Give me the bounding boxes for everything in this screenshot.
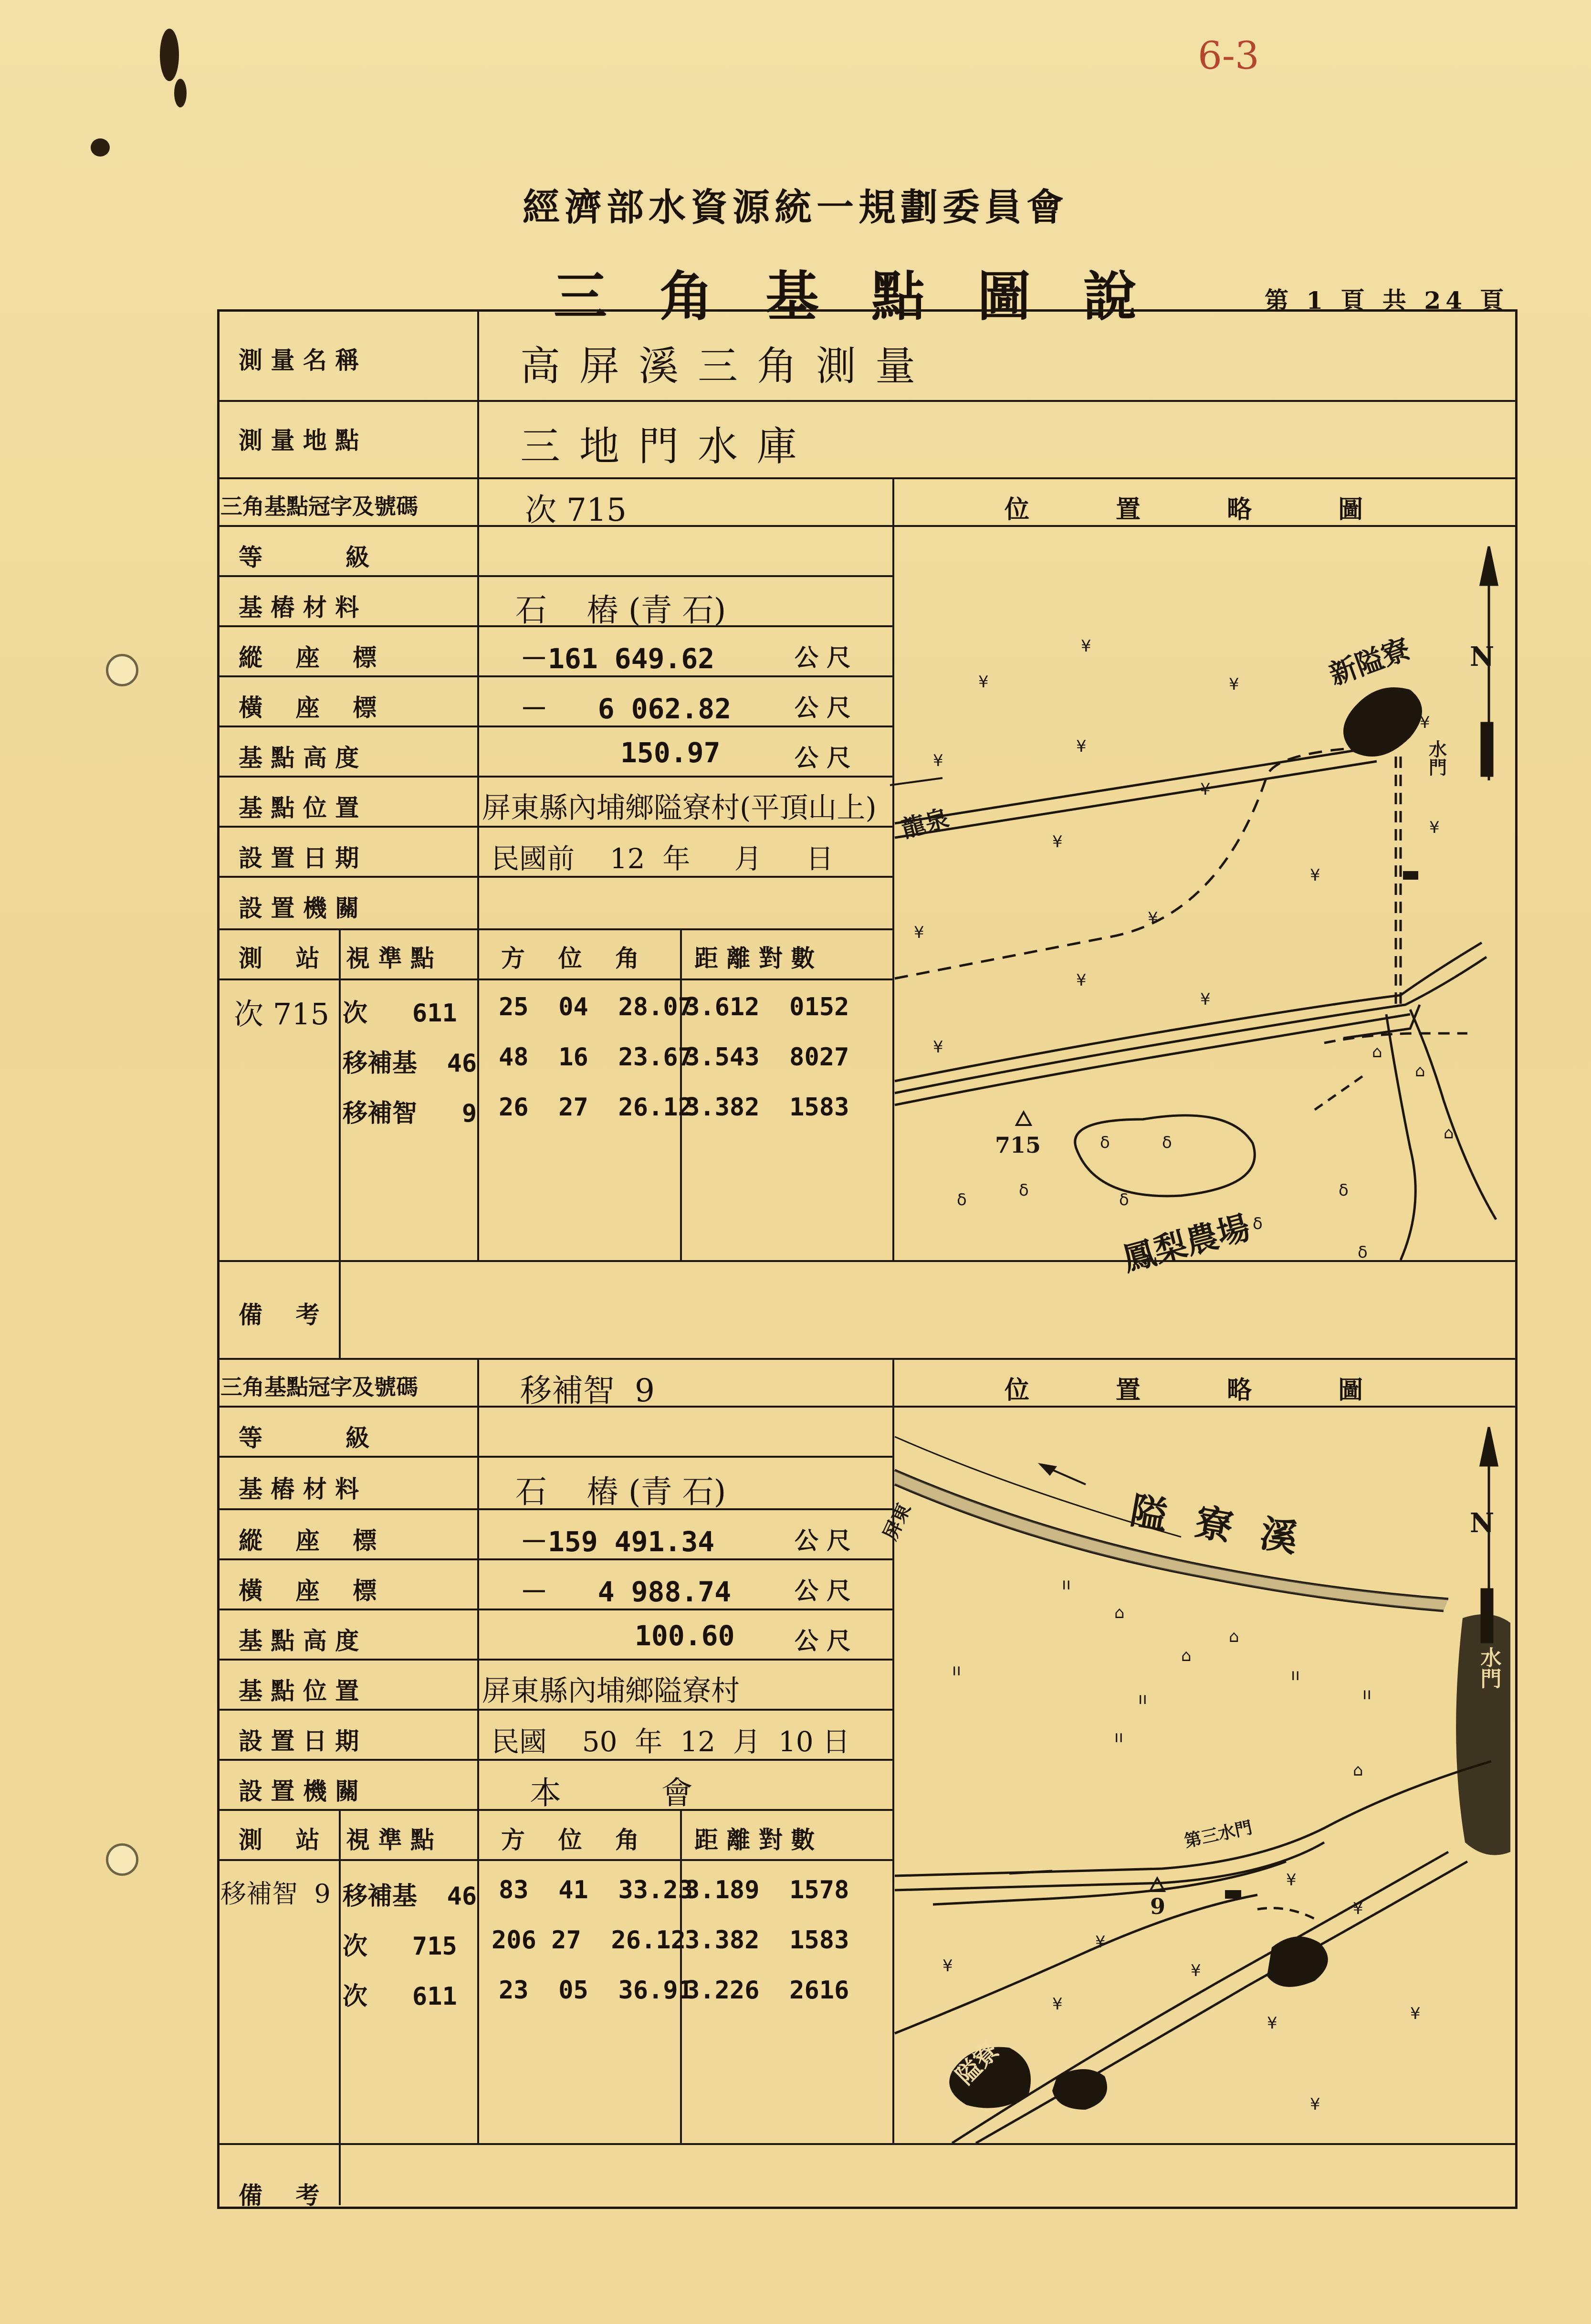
triangulation-point-marker [1016, 1112, 1031, 1125]
p2-obs1-log: 3.189 1578 [685, 1876, 849, 1904]
svg-text:δ: δ [1358, 1243, 1368, 1262]
svg-text:δ: δ [1339, 1181, 1349, 1200]
svg-text:¥: ¥ [914, 923, 924, 942]
ink-stain [91, 138, 110, 157]
p2-obs2-azimuth: 206 27 26.12 [492, 1926, 686, 1955]
date-label: 設 置 日 期 [239, 844, 359, 872]
svg-text:¥: ¥ [1191, 1961, 1201, 1980]
p1-material: 石 樁 (青 石) [515, 592, 726, 629]
org-title: 經濟部水資源統一規劃委員會 [522, 186, 1068, 229]
p2-height: 100.60 [635, 1619, 735, 1652]
grade-label: 等 級 [239, 543, 370, 571]
map1-point-label: 715 [995, 1132, 1041, 1158]
map1-place-xinpi: 新隘寮 [1325, 632, 1414, 692]
map1-place-shuimen: 水門 [1425, 740, 1447, 776]
xcoord-label: 橫 座 標 [239, 694, 377, 722]
p1-ycoord-unit: 公 尺 [795, 643, 851, 672]
map-title: 位 置 略 圖 [1005, 495, 1363, 524]
rule [892, 1358, 894, 2143]
rule [217, 776, 892, 778]
remarks-label: 備 考 [239, 1301, 320, 1329]
rule [217, 978, 892, 980]
p2-xcoord-unit: 公 尺 [795, 1577, 851, 1605]
ycoord-label: 縱 座 標 [239, 1526, 377, 1555]
svg-text:¥: ¥ [1200, 990, 1211, 1009]
remarks-label: 備 考 [239, 2181, 320, 2209]
svg-text:δ: δ [1019, 1181, 1029, 1200]
rule [892, 1406, 1515, 1408]
svg-text:δ: δ [1162, 1133, 1172, 1152]
date-label: 設 置 日 期 [239, 1727, 359, 1755]
p1-xcoord: － 6 062.82 [520, 693, 732, 725]
p1-height: 150.97 [620, 736, 721, 769]
document-title: 三角基點圖說 [554, 265, 1189, 328]
ycoord-label: 縱 座 標 [239, 643, 377, 672]
svg-text:¥: ¥ [978, 673, 989, 692]
p1-height-unit: 公 尺 [795, 744, 851, 772]
height-label: 基 點 高 度 [239, 744, 359, 772]
svg-text:ıı: ıı [1114, 1727, 1123, 1746]
map2-place-shuimen: 水門 [1476, 1647, 1501, 1689]
svg-text:⌂: ⌂ [1415, 1062, 1425, 1081]
svg-text:¥: ¥ [1310, 866, 1320, 885]
building-marker [1403, 871, 1418, 880]
rule [217, 2143, 1515, 2145]
map2-point-label: 9 [1150, 1893, 1166, 1919]
svg-text:ıı: ıı [1062, 1575, 1071, 1594]
svg-text:ıı: ıı [952, 1661, 961, 1680]
location-sketch-map-2 [879, 1408, 1513, 2143]
svg-text:⌂: ⌂ [1372, 1042, 1382, 1062]
svg-text:¥: ¥ [1076, 971, 1087, 990]
p1-obs2-sight: 移補基 46 [343, 1049, 477, 1078]
p2-location: 屏東縣內埔鄉隘寮村 [482, 1674, 740, 1708]
p1-obs1-azimuth: 25 04 28.07 [499, 993, 693, 1021]
svg-text:¥: ¥ [942, 1956, 953, 1976]
svg-text:ıı: ıı [1291, 1665, 1300, 1684]
map-title: 位 置 略 圖 [1005, 1376, 1363, 1405]
p1-obs3-sight: 移補智 9 [343, 1099, 477, 1128]
svg-text:¥: ¥ [1286, 1871, 1297, 1890]
p1-code: 次 715 [525, 492, 627, 528]
rule [477, 477, 479, 1260]
handwritten-mark: 6-3 [1198, 33, 1259, 78]
rule [217, 1456, 892, 1458]
punch-hole-upper [106, 654, 138, 686]
rule [477, 1358, 479, 2143]
survey-place-label: 測 量 地 點 [239, 426, 359, 454]
code-label: 三角基點冠字及號碼 [220, 1374, 418, 1400]
p1-obs2-log: 3.543 8027 [685, 1043, 849, 1072]
p2-obs1-azimuth: 83 41 33.23 [499, 1876, 693, 1904]
svg-text:⌂: ⌂ [1229, 1627, 1239, 1646]
svg-text:¥: ¥ [933, 1038, 943, 1057]
map1-place-longquan: 龍泉 [898, 803, 952, 843]
survey-name-value: 高屏溪三角測量 [520, 343, 935, 389]
map1-place-fengli: 鳳梨農場 [1119, 1208, 1254, 1279]
svg-text:¥: ¥ [1081, 637, 1091, 656]
ink-stain [174, 79, 187, 107]
p2-code: 移補智 9 [520, 1372, 655, 1409]
p2-obs3-azimuth: 23 05 36.91 [499, 1976, 693, 2005]
map2-place-creek: 隘寮溪 [1127, 1489, 1329, 1566]
svg-text:¥: ¥ [1076, 737, 1087, 756]
punch-hole-lower [106, 1843, 138, 1876]
p1-obs3-log: 3.382 1583 [685, 1093, 849, 1122]
map2-place-pingdong: 屏東 [879, 1499, 915, 1544]
survey-name-label: 測 量 名 稱 [239, 346, 359, 374]
map2-place-sanmen: 第三水門 [1183, 1817, 1254, 1851]
svg-text:¥: ¥ [933, 751, 943, 770]
p1-location: 屏東縣內埔鄉隘寮村(平頂山上) [482, 791, 877, 825]
p1-obs1-sight: 次 611 [343, 999, 457, 1028]
svg-text:¥: ¥ [1410, 2004, 1421, 2023]
svg-text:⌂: ⌂ [1114, 1603, 1125, 1622]
p2-height-unit: 公 尺 [795, 1627, 851, 1655]
p1-obs3-azimuth: 26 27 26.12 [499, 1093, 693, 1122]
p2-obs1-sight: 移補基 46 [343, 1882, 477, 1911]
p2-agency: 本 會 [530, 1775, 693, 1811]
rule [477, 309, 479, 477]
p2-xcoord: － 4 988.74 [520, 1576, 732, 1608]
svg-text:⌂: ⌂ [1444, 1124, 1454, 1143]
height-label: 基 點 高 度 [239, 1627, 359, 1655]
sight-label: 視 準 點 [346, 1826, 434, 1854]
rule [339, 2143, 341, 2205]
svg-text:¥: ¥ [1353, 1899, 1363, 1918]
p1-date: 民國前 12 年 月 日 [492, 842, 834, 875]
p2-station: 移補智 9 [220, 1879, 331, 1909]
p2-obs2-log: 3.382 1583 [685, 1926, 849, 1955]
p2-ycoord-unit: 公 尺 [795, 1526, 851, 1555]
p1-station: 次 715 [234, 997, 330, 1031]
svg-text:⌂: ⌂ [1181, 1646, 1192, 1665]
rule [217, 1358, 1515, 1360]
rule [339, 1260, 341, 1358]
svg-text:¥: ¥ [1429, 818, 1440, 837]
rule [217, 575, 892, 577]
p2-date: 民國 50 年 12 月 10 日 [492, 1725, 850, 1758]
location-label: 基 點 位 置 [239, 794, 359, 822]
svg-text:¥: ¥ [1200, 780, 1211, 799]
page-number: 第 1 頁 共 24 頁 [1265, 286, 1509, 315]
svg-text:⌂: ⌂ [1353, 1761, 1363, 1780]
p2-obs3-sight: 次 611 [343, 1982, 457, 2011]
map1-north-letter: N [1470, 641, 1495, 673]
svg-text:¥: ¥ [1310, 2095, 1320, 2114]
rule [217, 1260, 1515, 1262]
log-label: 距 離 對 數 [694, 1826, 815, 1854]
code-label: 三角基點冠字及號碼 [220, 494, 418, 519]
rule [217, 1659, 892, 1661]
station-label: 測 站 [239, 1826, 320, 1854]
svg-text:ıı: ıı [1138, 1689, 1147, 1708]
agency-label: 設 置 機 關 [239, 1777, 359, 1805]
rule [892, 525, 1515, 527]
grade-label: 等 級 [239, 1424, 370, 1452]
map2-north-letter: N [1470, 1507, 1495, 1539]
p1-obs2-azimuth: 48 16 23.67 [499, 1043, 693, 1072]
svg-text:¥: ¥ [1267, 2014, 1277, 2033]
p1-obs1-log: 3.612 0152 [685, 993, 849, 1021]
xcoord-label: 橫 座 標 [239, 1577, 377, 1605]
p2-ycoord: －159 491.34 [520, 1525, 715, 1558]
svg-text:¥: ¥ [1148, 909, 1158, 928]
rule [339, 928, 341, 1260]
ink-stain [160, 29, 179, 81]
p2-material: 石 樁 (青 石) [515, 1473, 726, 1510]
svg-text:ıı: ıı [1362, 1684, 1371, 1704]
rule [217, 928, 892, 930]
map2-place-aliao: 隘寮 [950, 2036, 1005, 2090]
svg-text:¥: ¥ [1052, 832, 1063, 852]
rule [217, 477, 1515, 479]
p2-obs3-log: 3.226 2616 [685, 1976, 849, 2005]
survey-place-value: 三地門水庫 [520, 423, 816, 470]
rule [217, 400, 1515, 402]
location-label: 基 點 位 置 [239, 1677, 359, 1705]
svg-text:¥: ¥ [1052, 1995, 1063, 2014]
svg-text:¥: ¥ [1420, 713, 1430, 732]
building-marker [1225, 1890, 1241, 1899]
svg-text:δ: δ [1253, 1214, 1263, 1233]
p2-obs2-sight: 次 715 [343, 1932, 457, 1961]
agency-label: 設 置 機 關 [239, 894, 359, 922]
svg-text:δ: δ [1119, 1190, 1129, 1209]
p1-ycoord: －161 649.62 [520, 642, 715, 675]
svg-text:¥: ¥ [1229, 675, 1239, 694]
rule [217, 1859, 892, 1861]
location-sketch-map-1 [895, 527, 1513, 1279]
material-label: 基 樁 材 料 [239, 1475, 359, 1503]
svg-text:δ: δ [957, 1190, 967, 1209]
rule [892, 477, 894, 1260]
rule [339, 1809, 341, 2143]
azimuth-label: 方 位 角 [501, 1826, 639, 1854]
sight-label: 視 準 點 [346, 944, 434, 972]
svg-text:δ: δ [1100, 1133, 1110, 1152]
azimuth-label: 方 位 角 [501, 944, 639, 972]
log-label: 距 離 對 數 [694, 944, 815, 972]
station-label: 測 站 [239, 944, 320, 972]
p1-xcoord-unit: 公 尺 [795, 694, 851, 722]
svg-text:¥: ¥ [1095, 1933, 1106, 1952]
material-label: 基 樁 材 料 [239, 593, 359, 621]
